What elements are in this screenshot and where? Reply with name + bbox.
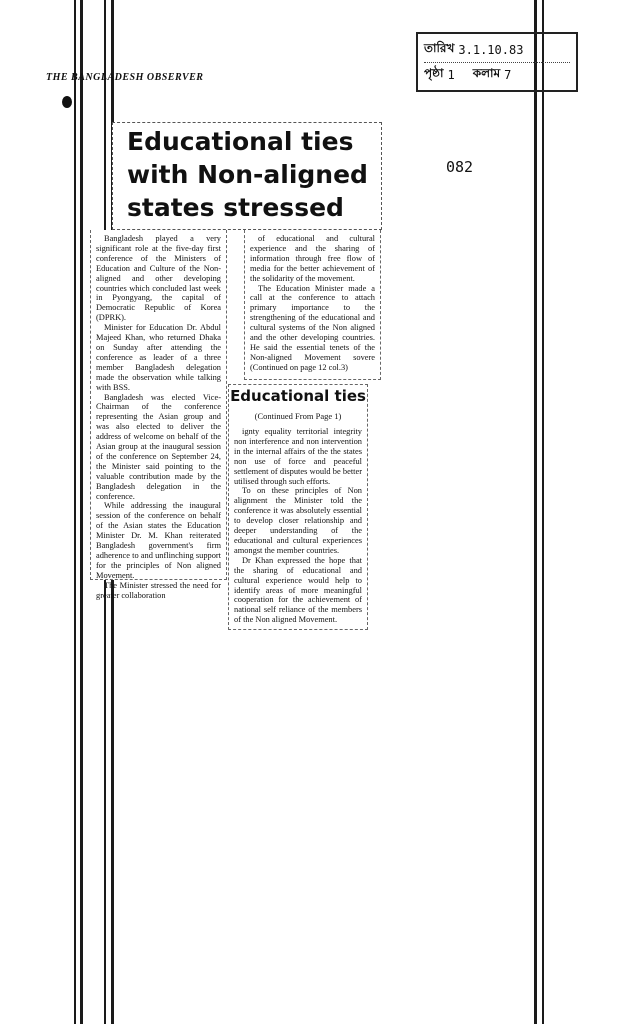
- stamp-date-label: তারিখ: [424, 41, 455, 55]
- headline-line: with Non-aligned: [127, 160, 368, 189]
- article-paragraph: of educational and cultural experience and the sharing of information through free flow of media for the better achievement of the solidarity of the movement.: [250, 234, 375, 283]
- article-paragraph: The Minister stressed the need for greater collaboration: [96, 580, 221, 600]
- punch-hole-mark: [62, 96, 72, 108]
- continuation-title: Educational ties: [230, 387, 366, 405]
- stamp-page-value: 1: [447, 68, 455, 82]
- archive-number: 082: [446, 158, 474, 176]
- stamp-date-row: [424, 38, 570, 63]
- article-paragraph: Bangladesh was elected Vice-Chairman of the conference representing the Asian group and was also elected to deliver the address of welcome on behalf of the Asian group at the inaugural session of the conference on September 24, the Minister said pointing to the valuable contribution made by the Bangladesh delegation in the conference.: [96, 392, 221, 501]
- stamp-page-label: পৃষ্ঠা: [424, 66, 444, 80]
- article-headline: [112, 122, 382, 230]
- stamp-page-row: [424, 63, 570, 87]
- article-column-1: [90, 230, 227, 600]
- article-paragraph: ignty equality territorial integrity non interference and non intervention in the internal affairs of the the states non use of force and peaceful settlement of disputes would be better utilised through such efforts.: [234, 427, 362, 486]
- article-paragraph: While addressing the inaugural session of the conference on behalf of the Asian states the Education Minister Dr. M. Khan reiterated Bangladesh government's firm adherence to and unflinching support for the principles of Non aligned Movement.: [96, 501, 221, 580]
- stamp-date-value: 3.1.10.83: [458, 43, 524, 57]
- headline-line: states stressed: [127, 193, 344, 222]
- archive-stamp: [416, 32, 578, 92]
- binding-line: [74, 0, 76, 1024]
- article-paragraph: Dr Khan expressed the hope that the sharing of educational and cultural experience would help to identify areas of more meaningful cooperation for the achievement of national self reliance of the members of the Non aligned Movement.: [234, 555, 362, 625]
- continuation-body: [229, 427, 367, 629]
- binding-line: [542, 0, 544, 1024]
- binding-line: [534, 0, 537, 1024]
- continuation-subtitle: (Continued From Page 1): [254, 411, 342, 421]
- stamp-col-label: কলাম: [472, 66, 501, 80]
- article-paragraph: To on these principles of Non alignment the Minister told the conference it was absolutely essential to develop closer relationship and deeper understanding of the educational and cultural experiences amongst the member countries.: [234, 486, 362, 555]
- stamp-col-value: 7: [504, 68, 512, 82]
- newspaper-masthead: THE BANGLADESH OBSERVER: [46, 72, 204, 83]
- article-paragraph: The Education Minister made a call at the conference to attach primary importance to the strengthening of the educational and cultural systems of the Non aligned and the other developing countries. He said the essential tenets of the Non-aligned Movement sovere (Continued on page 12 col.3): [250, 283, 375, 372]
- continuation-clipping: [228, 384, 368, 630]
- binding-line: [80, 0, 83, 1024]
- article-paragraph: Bangladesh played a very significant role at the five-day first conference of the Ministers of Education and Culture of the Non-aligned and other developing countries which concluded last week in Pyongyang, the capital of Democratic Republic of Korea (DPRK).: [96, 234, 221, 323]
- article-column-2: [244, 230, 381, 380]
- headline-line: Educational ties: [127, 127, 354, 156]
- article-paragraph: Minister for Education Dr. Abdul Majeed Khan, who returned Dhaka on Sunday after attending the conference as leader of a three member Bangladesh delegation made the observation while talking with BSS.: [96, 323, 221, 392]
